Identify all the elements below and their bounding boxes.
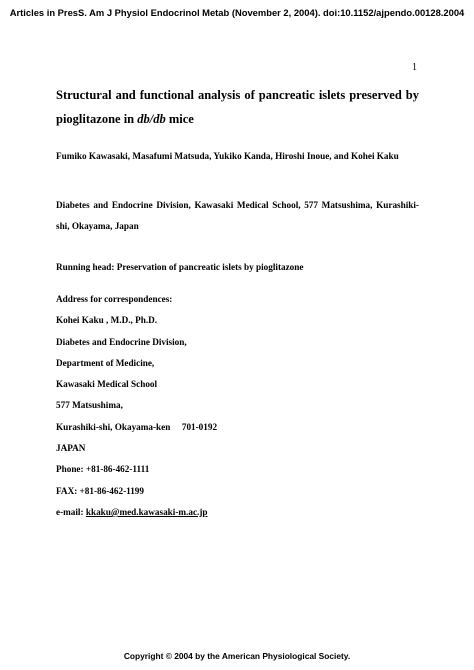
address-division: Diabetes and Endocrine Division, bbox=[56, 336, 187, 347]
address-phone: Phone: +81-86-462-1111 bbox=[56, 464, 150, 475]
title-suffix: mice bbox=[165, 112, 194, 126]
correspondence-address bbox=[56, 292, 217, 526]
page-number: 1 bbox=[412, 62, 417, 73]
address-street: 577 Matsushima, bbox=[56, 400, 123, 411]
address-city: Kurashiki-shi, Okayama-ken bbox=[56, 421, 171, 432]
address-country: JAPAN bbox=[56, 443, 86, 454]
address-name: Kohei Kaku , M.D., Ph.D. bbox=[56, 315, 158, 326]
address-city-line bbox=[56, 420, 217, 441]
title-italic: db/db bbox=[137, 112, 166, 126]
address-postal: 701-0192 bbox=[181, 421, 218, 432]
address-fax: FAX: +81-86-462-1199 bbox=[56, 485, 144, 496]
address-school: Kawasaki Medical School bbox=[56, 379, 158, 390]
email-link[interactable]: kkaku@med.kawasaki-m.ac.jp bbox=[85, 506, 208, 517]
author-list: Fumiko Kawasaki, Masafumi Matsuda, Yukiko Kanda, Hiroshi Inoue, and Kohei Kaku bbox=[56, 151, 399, 161]
email-label: e-mail: bbox=[56, 506, 86, 517]
address-heading: Address for correspondences: bbox=[56, 294, 173, 304]
paper-title bbox=[56, 83, 419, 131]
address-email-line bbox=[56, 505, 217, 526]
title-prefix: Structural and functional analysis of pancreatic islets preserved by pioglitazone in bbox=[56, 88, 419, 126]
affiliation: Diabetes and Endocrine Division, Kawasaki Medical School, 577 Matsushima, Kurashiki-shi, Okayama, Japan bbox=[56, 200, 419, 231]
running-head: Running head: Preservation of pancreatic islets by pioglitazone bbox=[56, 262, 304, 272]
journal-header: Articles in PresS. Am J Physiol Endocrinol Metab (November 2, 2004). doi:10.1152/ajpendo.00128.2004 bbox=[9, 7, 465, 18]
address-department: Department of Medicine, bbox=[56, 357, 155, 368]
copyright-footer: Copyright © 2004 by the American Physiological Society. bbox=[123, 651, 351, 661]
